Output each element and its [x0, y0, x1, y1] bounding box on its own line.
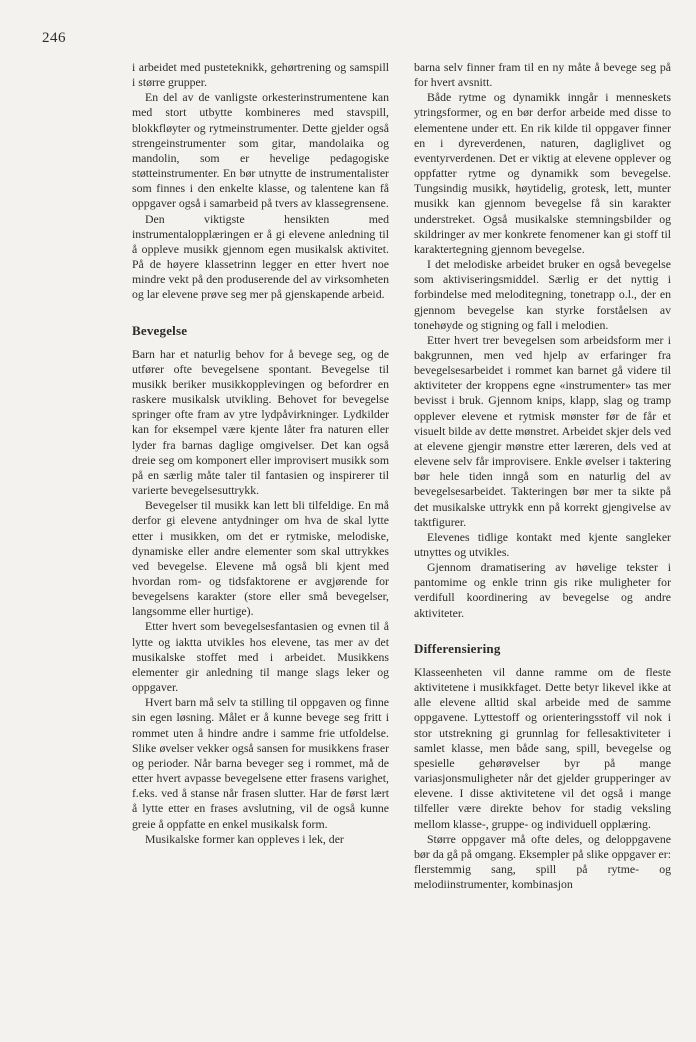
paragraph: Hvert barn må selv ta stilling til oppgaven og finne sin egen løsning. Målet er å kunne bevege seg fritt i rommet uten å hindre andre i samme frie utfoldelse. Slike øvelser vekker også sansen for musikkens fraser og perioder. Når barna beveger seg i rommet, må de etter hvert avpasse bevegelsene etter frasens varighet, f.eks. ved å stanse når frasen slutter. Har de først lært å lytte etter en frases avslutning, vil de også kunne greie å oppfatte en enkel musikalsk form. [132, 695, 389, 831]
right-column [414, 60, 671, 892]
paragraph: Klasseenheten vil danne ramme om de fleste aktivitetene i musikkfaget. Dette betyr likevel ikke at alle elevene alltid skal arbeide med de samme oppgavene. Lyttestoff og orienteringsstoff vil nok i stor utstrekning gi grunnlag for fellesaktiviteter i samlet klasse, men både sang, spill, bevegelse og spesielle gehørøvelser byr på mange variasjonsmuligheter når det gjelder grupperinger av elevene. I disse aktivitetene vil det også i mange tilfeller være direkte behov for stadig veksling mellom klasse-, gruppe- og individuell opplæring. [414, 664, 671, 831]
paragraph: Bevegelser til musikk kan lett bli tilfeldige. En må derfor gi elevene antydninger om hva de skal lytte etter i musikken, om det er rytmiske, melodiske, dynamiske eller andre elementer som skal uttrykkes ved bevegelse. Elevene må også bli kjent med hvordan rom- og tidsfaktorene er avgjørende for bevegelsens karakter (store eller små bevegelser, langsomme eller hurtige). [132, 498, 389, 619]
page-number: 246 [42, 30, 66, 46]
paragraph: Etter hvert trer bevegelsen som arbeidsform mer i bakgrunnen, men ved hjelp av erfaringer fra bevegelsesarbeidet i rommet kan barnet gå videre til aktiviteter der kroppens egne «instrumenter» tas mer bevisst i bruk. Gjennom knips, klapp, slag og tramp opplever elevene et rytmisk mønster før de får et visuelt bilde av dette mønstret. Arbeidet skjer dels ved at elevene gjengir mønstre etter læreren, dels ved at elevene selv får improvisere. Enkle øvelser i taktering bør hele tiden inngå som en naturlig del av bevegelsesarbeidet. Takteringen bør mer ta sikte på det musikalske uttrykk enn på korrekt gjengivelse av taktfigurer. [414, 332, 671, 529]
section-heading-differensiering: Differensiering [414, 640, 501, 656]
section-heading-bevegelse: Bevegelse [132, 322, 188, 338]
paragraph: En del av de vanligste orkesterinstrumentene kan med stort utbytte kombineres med stavspill, blokkfløyter og rytmeinstrumenter. Dette gjelder også strengeinstrumenter som gitar, mandolaika og mandolin, som er hevelige pedagogiske støtteinstrumenter. En bør utnytte de instrumentalister som finnes i den enkelte klasse, og talentene kan få oppgaver også i samarbeid på tvers av klassegrensene. [132, 90, 389, 211]
paragraph: Både rytme og dynamikk inngår i menneskets ytringsformer, og en bør derfor arbeide med disse to elementene under ett. En rik kilde til oppgaver finner en i dyreverdenen, naturen, dagliglivet og eventyrverdenen. Det er viktig at elevene opplever og oppfatter rytme og dynamikk som bevegelse. Tungsindig musikk, høytidelig, grotesk, lett, munter musikk kan gjennom bevegelse få sin karakter understreket. Også musikalske stemningsbilder og skildringer av mer konkrete fenomener kan gi stoff til karaktertegning gjennom bevegelse. [414, 90, 671, 256]
paragraph: Elevenes tidlige kontakt med kjente sangleker utnyttes og utvikles. [414, 529, 671, 559]
paragraph: Gjennom dramatisering av høvelige tekster i pantomime og enkle trinn gis rike muligheter for verdifull koordinering av bevegelse og andre aktiviteter. [414, 560, 671, 620]
left-column [132, 60, 389, 847]
paragraph: Etter hvert som bevegelsesfantasien og evnen til å lytte og iaktta utvikles hos elevene, tas mer av det musikalske stoffet med i arbeidet. Musikkens elementer gir anledning til mange slags leker og oppgaver. [132, 619, 389, 695]
paragraph: barna selv finner fram til en ny måte å bevege seg på for hvert avsnitt. [414, 60, 671, 90]
paragraph: Musikalske former kan oppleves i lek, der [145, 831, 344, 846]
paragraph: I det melodiske arbeidet bruker en også bevegelse som aktiviseringsmiddel. Særlig er det nyttig i forbindelse med meloditegning, tonetrapp o.l., der en gjennom bevegelse kan styrke forståelsen av tonehøyde og stigning og fall i melodien. [414, 257, 671, 332]
paragraph: Barn har et naturlig behov for å bevege seg, og de utfører ofte bevegelsene spontant. Bevegelse til musikk beriker musikkopplevingen og befordrer en raskere musikalsk utvikling. Behovet for bevegelse springer ofte fram av ytre lydpåvirkninger. Lydkilder kan for eksempel være kjente låter fra naturen eller lyder fra barnas daglige omgivelser. Det kan også dreie seg om komponert eller improvisert musikk som på en særlig måte taler til fantasien og inspirerer til varierte bevegelsesuttrykk. [132, 346, 389, 498]
paragraph: i arbeidet med pusteteknikk, gehørtrening og samspill i større grupper. [132, 60, 389, 90]
paragraph: Større oppgaver må ofte deles, og deloppgavene bør da gå på omgang. Eksempler på slike oppgaver er: flerstemmig sang, spill på rytme- og melodiinstrumenter, kombinasjon [414, 831, 671, 892]
paragraph: Den viktigste hensikten med instrumentalopplæringen er å gi elevene anledning til å oppleve musikk gjennom egen musikalsk aktivitet. På de høyere klassetrinn legger en etter hvert noe mindre vekt på den produserende del av virksomheten og lar elevene prøve seg mer på gjenskapende arbeid. [132, 211, 389, 302]
